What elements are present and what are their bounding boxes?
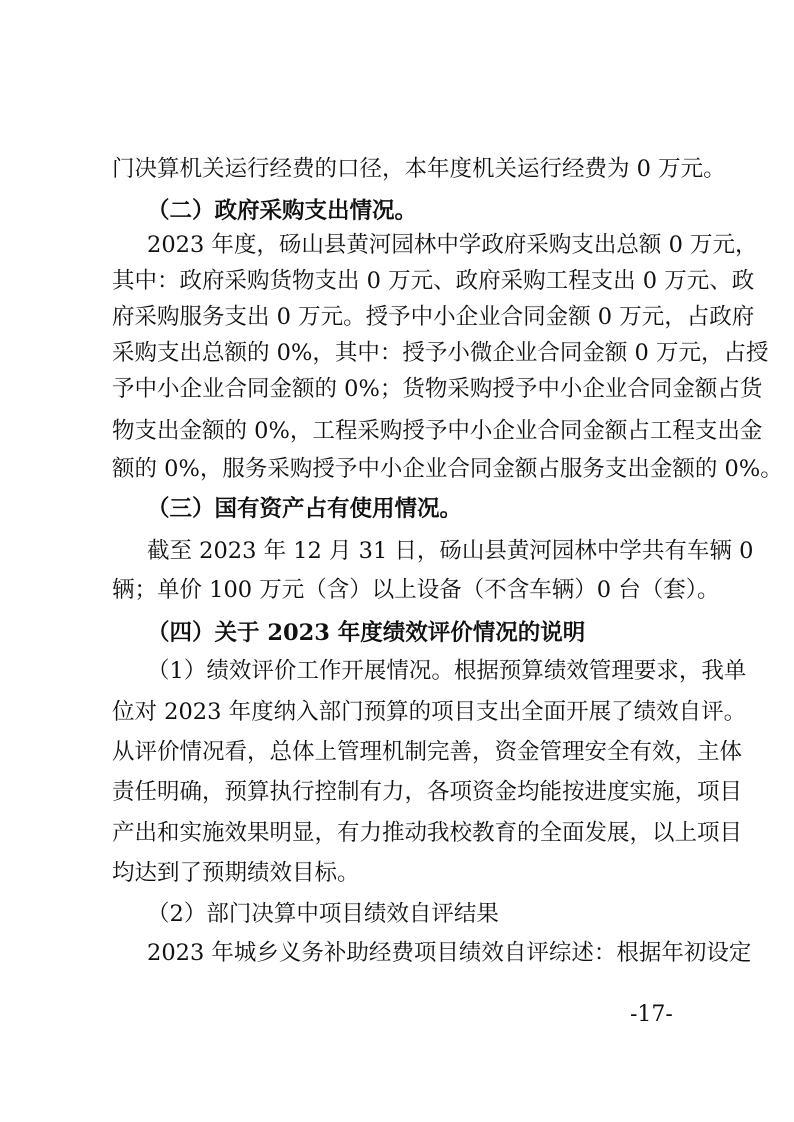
section-heading-3: （三）国有资产占有使用情况。 — [147, 496, 463, 522]
section-heading-4: （四）关于 2023 年度绩效评价情况的说明 — [147, 620, 586, 646]
subsection-heading: （2）部门决算中项目绩效自评结果 — [147, 901, 499, 927]
paragraph-line: 从评价情况看，总体上管理机制完善，资金管理安全有效，主体 — [112, 739, 743, 765]
paragraph-line: 辆；单价 100 万元（含）以上设备（不含车辆）0 台（套）。 — [112, 577, 720, 603]
paragraph-line: 产出和实施效果明显，有力推动我校教育的全面发展，以上项目 — [112, 820, 743, 846]
paragraph-line: 责任明确，预算执行控制有力，各项资金均能按进度实施，项目 — [112, 779, 743, 805]
paragraph-line: 其中：政府采购货物支出 0 万元、政府采购工程支出 0 万元、政 — [112, 268, 755, 294]
paragraph-line: 2023 年度，砀山县黄河园林中学政府采购支出总额 0 万元， — [147, 232, 758, 258]
paragraph-line: 2023 年城乡义务补助经费项目绩效自评综述：根据年初设定 — [147, 940, 752, 966]
paragraph-line: 予中小企业合同金额的 0%；货物采购授予中小企业合同金额占货 — [112, 376, 763, 402]
paragraph-line: 物支出金额的 0%，工程采购授予中小企业合同金额占工程支出金 — [112, 418, 763, 444]
paragraph-line: 均达到了预期绩效目标。 — [112, 860, 360, 886]
section-heading-2: （二）政府采购支出情况。 — [147, 198, 418, 224]
paragraph-line: （1）绩效评价工作开展情况。根据预算绩效管理要求，我单 — [147, 658, 747, 684]
page-number: -17- — [630, 1002, 673, 1027]
paragraph-line: 采购支出总额的 0%，其中：授予小微企业合同金额 0 万元，占授 — [112, 340, 769, 366]
paragraph-line: 府采购服务支出 0 万元。授予中小企业合同金额 0 万元，占政府 — [112, 304, 755, 330]
paragraph-line: 额的 0%，服务采购授予中小企业合同金额占服务支出金额的 0%。 — [112, 456, 783, 482]
paragraph-line: 门决算机关运行经费的口径，本年度机关运行经费为 0 万元。 — [112, 156, 726, 182]
paragraph-line: 截至 2023 年 12 月 31 日，砀山县黄河园林中学共有车辆 0 — [147, 538, 754, 564]
paragraph-line: 位对 2023 年度纳入部门预算的项目支出全面开展了绩效自评。 — [112, 699, 747, 725]
